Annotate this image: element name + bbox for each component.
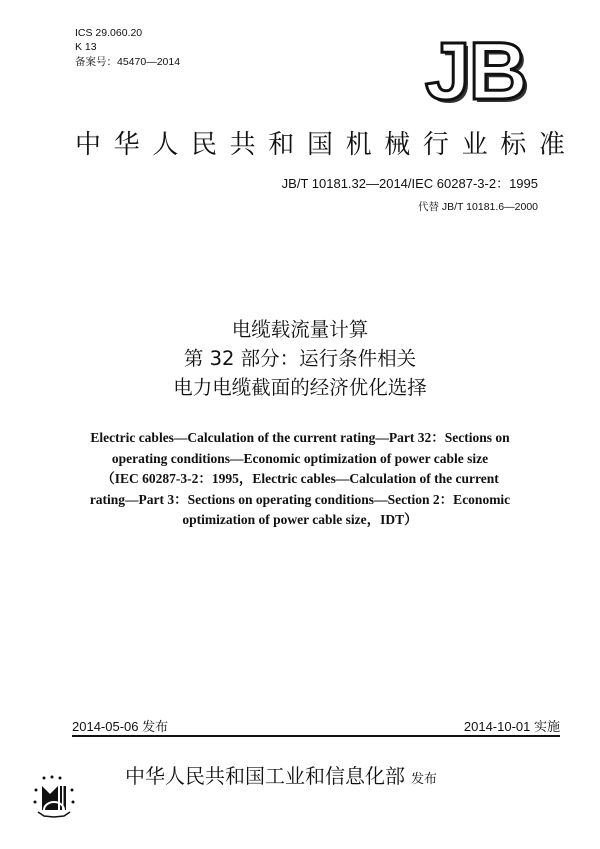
chinese-title-line: 电缆载流量计算 <box>231 318 369 341</box>
divider <box>72 735 560 737</box>
title-char: 华 <box>113 130 140 160</box>
english-title-line: operating conditions—Economic optimization of power cable size <box>111 450 489 466</box>
effective-date: 2014-10-01 实施 <box>463 719 560 734</box>
english-title-line: rating—Part 3：Sections on operating conditions—Section 2：Economic <box>89 491 511 507</box>
publisher <box>125 760 437 789</box>
title-char: 民 <box>190 130 217 160</box>
title-char: 和 <box>268 130 295 160</box>
english-title-line: Electric cables—Calculation of the current rating—Part 32：Sections on <box>90 430 510 445</box>
ics-code: ICS 29.060.20 <box>75 27 143 39</box>
publisher-name: 中华人民共和国工业和信息化部 <box>125 764 405 788</box>
jb-logo: JB <box>425 26 526 117</box>
chinese-title <box>0 315 600 402</box>
replaces-standard: 代替 JB/T 10181.6—2000 <box>417 201 538 213</box>
title-char: 准 <box>538 130 565 160</box>
issue-date: 2014-05-06 发布 <box>72 719 169 734</box>
chinese-title-line: 第 32 部分：运行条件相关 <box>183 347 417 370</box>
title-char: 共 <box>229 130 256 160</box>
filing-number: 备案号：45470—2014 <box>75 56 181 68</box>
english-title-line: optimization of power cable size，IDT） <box>182 512 418 527</box>
english-title <box>60 428 540 531</box>
title-char: 标 <box>500 130 527 160</box>
title-char: 机 <box>345 130 372 160</box>
title-char: 行 <box>422 130 449 160</box>
publish-label: 发布 <box>411 772 438 787</box>
title-char: 业 <box>461 130 488 160</box>
standard-number: JB/T 10181.32—2014/IEC 60287-3-2：1995 <box>281 176 538 191</box>
chinese-title-line: 电力电缆截面的经济优化选择 <box>173 376 427 399</box>
standard-category-title <box>75 124 565 161</box>
title-char: 国 <box>306 130 333 160</box>
title-char: 人 <box>152 130 179 160</box>
ccs-code: K 13 <box>75 41 97 53</box>
title-char: 械 <box>384 130 411 160</box>
title-char: 中 <box>75 130 102 160</box>
ministry-emblem-icon <box>30 772 78 822</box>
english-title-line: （IEC 60287-3-2：1995，Electric cables—Calculation of the current <box>101 471 499 486</box>
